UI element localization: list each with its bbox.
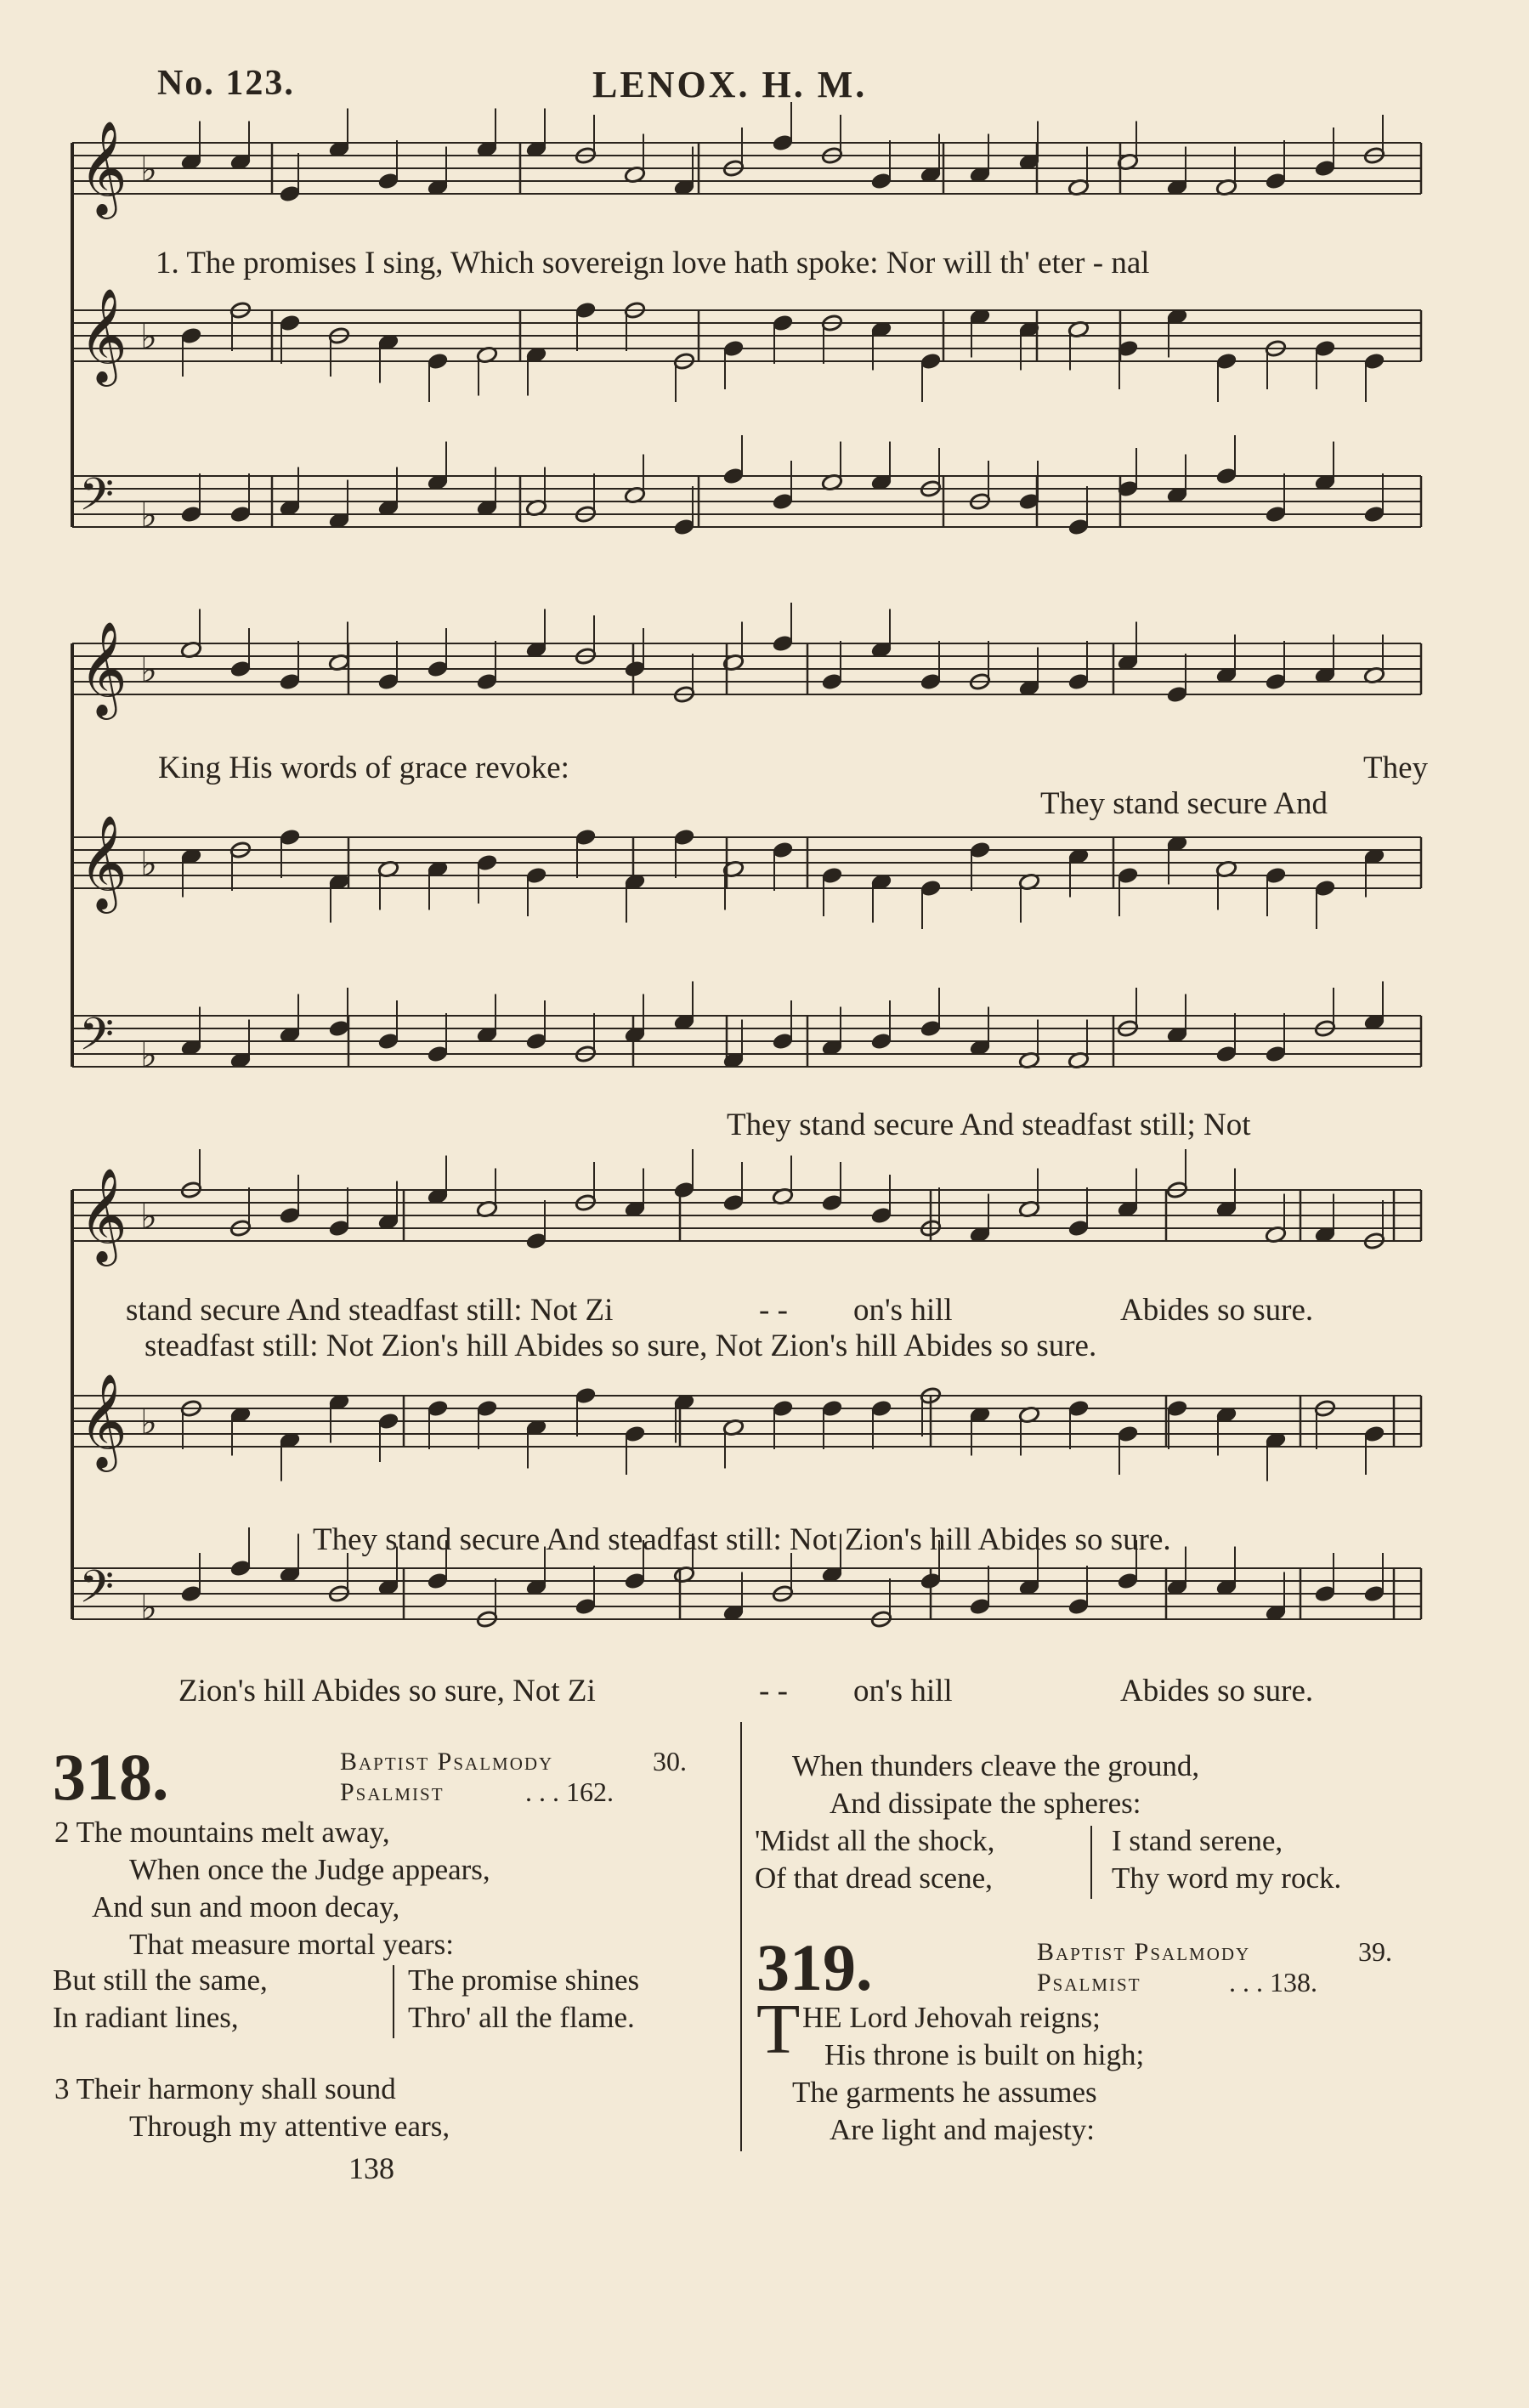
bass-clef-icon: 𝄢	[79, 469, 115, 532]
lyric-bass-2: They stand secure And steadfast still; Not	[727, 1108, 1251, 1142]
hymn-319-ref2: Psalmist	[1037, 1969, 1141, 1997]
verse-line: And dissipate the spheres:	[830, 1787, 1141, 1820]
verse-line: 'Midst all the shock,	[755, 1824, 995, 1857]
verse-line: Thy word my rock.	[1112, 1861, 1342, 1895]
verse-line: That measure mortal years:	[129, 1928, 454, 1961]
flat-sign-icon: ♭	[140, 1586, 157, 1628]
lyric-bass-3b: on's hill	[853, 1674, 953, 1708]
lyric-line-2: King His words of grace revoke:	[158, 751, 569, 785]
treble-clef-icon: 𝄞	[79, 1373, 127, 1468]
hymn-319-number: 319.	[756, 1930, 873, 2004]
verse-line: 3 Their harmony shall sound	[54, 2072, 396, 2105]
verse-line: Thro' all the flame.	[408, 2001, 635, 2034]
lyric-line-3b: steadfast still: Not Zion's hill Abides so sure, Not Zion's hill Abides so sure.	[144, 1329, 1097, 1363]
hymn-318-ref1-num: 30.	[653, 1746, 687, 1776]
lyric-line-3a: stand secure And steadfast still: Not Zi	[126, 1293, 614, 1328]
verse-line: When once the Judge appears,	[129, 1853, 490, 1886]
lyric-ons-hill: on's hill	[853, 1293, 953, 1328]
bass-clef-icon: 𝄢	[79, 1009, 115, 1072]
hymn-318-ref2-num: . . . 162.	[525, 1776, 614, 1807]
verse-line: The promise shines	[408, 1963, 640, 1997]
hymn-319-ref2-num: . . . 138.	[1229, 1967, 1317, 1997]
flat-sign-icon: ♭	[140, 315, 157, 357]
verse-line: 2 The mountains melt away,	[54, 1816, 390, 1849]
verse-line: In radiant lines,	[53, 2001, 239, 2034]
flat-sign-icon: ♭	[140, 842, 157, 884]
treble-clef-icon: 𝄞	[79, 620, 127, 716]
lyric-bass-3c: Abides so sure.	[1120, 1674, 1314, 1708]
flat-sign-icon: ♭	[140, 148, 157, 190]
verse-line: Of that dread scene,	[755, 1861, 993, 1895]
flat-sign-icon: ♭	[140, 1401, 157, 1442]
hymn-318-number: 318.	[53, 1740, 169, 1814]
tune-title: LENOX. H. M.	[592, 64, 868, 105]
lyric-line-3c: They stand secure And steadfast still: Not Zion's hill Abides so sure.	[313, 1522, 1171, 1557]
bass-clef-icon: 𝄢	[79, 1561, 115, 1624]
drop-cap: T	[756, 1990, 801, 2069]
hymn-tune-number: No. 123.	[157, 64, 295, 103]
lyric-line-2b: They stand secure And	[1040, 786, 1328, 821]
treble-clef-icon: 𝄞	[79, 814, 127, 909]
lyric-they: They	[1363, 751, 1429, 785]
lyric-abides: Abides so sure.	[1120, 1293, 1314, 1328]
verse-line: But still the same,	[53, 1963, 268, 1997]
lyric-bass-3a: Zion's hill Abides so sure, Not Zi	[178, 1674, 596, 1708]
treble-clef-icon: 𝄞	[79, 1167, 127, 1262]
hymn-319-ref1: Baptist Psalmody	[1037, 1938, 1251, 1966]
verse-line: Through my attentive ears,	[129, 2110, 450, 2143]
flat-sign-icon: ♭	[140, 494, 157, 535]
verse-line: And sun and moon decay,	[92, 1890, 400, 1924]
verse-line: The garments he assumes	[792, 2076, 1097, 2109]
column-divider	[740, 1722, 742, 2151]
hymn-319-ref1-num: 39.	[1358, 1936, 1392, 1967]
hymn-318-ref2: Psalmist	[340, 1778, 445, 1806]
hymn-318-ref1: Baptist Psalmody	[340, 1748, 554, 1776]
lyric-dash: - -	[759, 1293, 788, 1328]
lyric-line-1: 1. The promises I sing, Which sovereign love hath spoke: Nor will th' eter - nal	[156, 246, 1150, 280]
verse-line: When thunders cleave the ground,	[792, 1749, 1200, 1782]
treble-clef-icon: 𝄞	[79, 287, 127, 382]
flat-sign-icon: ♭	[140, 1034, 157, 1075]
verse-line: Are light and majesty:	[830, 2113, 1096, 2146]
lyric-bass-dash: - -	[759, 1674, 788, 1708]
verse-divider	[1090, 1826, 1092, 1899]
verse-line: HE Lord Jehovah reigns;	[802, 2001, 1101, 2034]
page-number: 138	[348, 2151, 394, 2185]
treble-clef-icon: 𝄞	[79, 120, 127, 215]
verse-line: I stand serene,	[1112, 1824, 1283, 1857]
verse-line: His throne is built on high;	[824, 2038, 1145, 2071]
verse-divider	[393, 1965, 394, 2038]
flat-sign-icon: ♭	[140, 1195, 157, 1237]
flat-sign-icon: ♭	[140, 649, 157, 690]
